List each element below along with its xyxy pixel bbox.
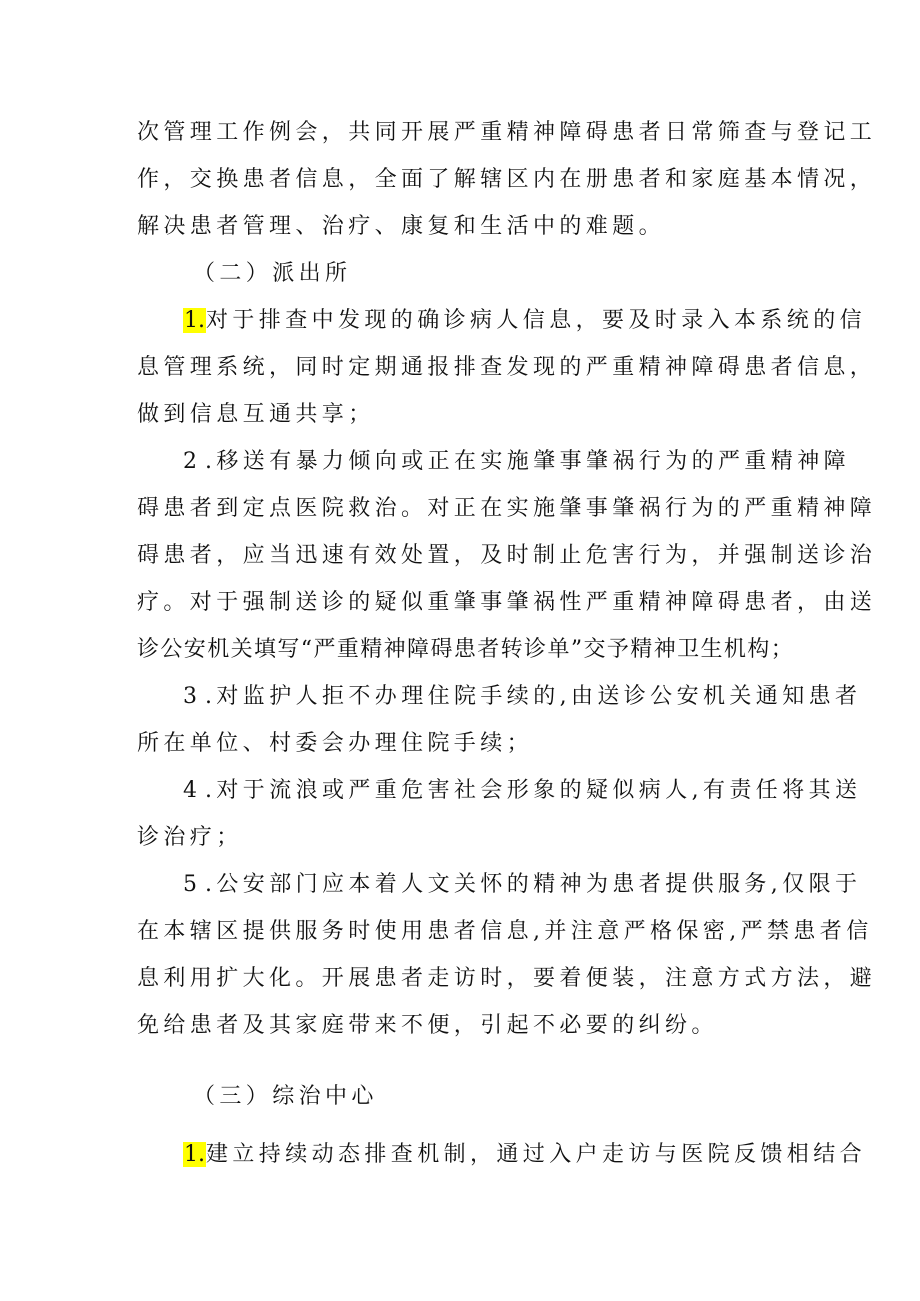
list-item-text: .公安部门应本着人文关怀的精神为患者提供服务,仅限于 [205, 872, 862, 897]
list-item-text: .移送有暴力倾向或正在实施肇事肇祸行为的严重精神障 [205, 449, 850, 474]
list-number: 3 [183, 684, 197, 709]
list-item-text: 对于排查中发现的确诊病人信息，要及时录入本系统的信 [206, 308, 867, 333]
body-line: 免给患者及其家庭带来不便，引起不必要的纠纷。 [137, 1013, 718, 1038]
section-heading-police: （二）派出所 [193, 261, 352, 286]
list-item-text: 建立持续动态排查机制，通过入户走访与医院反馈相结合 [206, 1142, 867, 1167]
body-line: 息利用扩大化。开展患者走访时，要着便装，注意方式方法，避 [137, 966, 877, 991]
body-line: 在本辖区提供服务时使用患者信息,并注意严格保密,严禁患者信 [137, 919, 873, 944]
body-line: 诊治疗； [137, 825, 243, 850]
list-item-police-3 [183, 682, 861, 712]
body-line: 做到信息互通共享； [137, 402, 375, 427]
body-line: 碍患者，应当迅速有效处置，及时制止危害行为，并强制送诊治 [137, 543, 877, 568]
list-item-text: .对于流浪或严重危害社会形象的疑似病人,有责任将其送 [205, 778, 862, 803]
list-item-text: .对监护人拒不办理住院手续的,由送诊公安机关通知患者 [205, 684, 862, 709]
body-line: 所在单位、村委会办理住院手续； [137, 731, 534, 756]
list-number: 2 [183, 449, 197, 474]
list-item-police-1 [183, 306, 866, 336]
list-item-police-2 [183, 447, 850, 477]
highlighted-number: 1. [184, 308, 205, 333]
body-line: 碍患者到定点医院救治。对正在实施肇事肇祸行为的严重精神障 [137, 496, 877, 521]
body-line: 息管理系统，同时定期通报排查发现的严重精神障碍患者信息， [137, 355, 877, 380]
body-line: 诊公安机关填写“严重精神障碍患者转诊单”交予精神卫生机构； [137, 637, 795, 662]
list-number: 5 [183, 872, 197, 897]
body-line: 作，交换患者信息，全面了解辖区内在册患者和家庭基本情况， [137, 167, 877, 192]
list-number: 4 [183, 778, 197, 803]
body-line: 次管理工作例会，共同开展严重精神障碍患者日常筛查与登记工 [137, 120, 877, 145]
body-line: 疗。对于强制送诊的疑似重肇事肇祸性严重精神障碍患者，由送 [137, 590, 877, 615]
body-line: 解决患者管理、治疗、康复和生活中的难题。 [137, 214, 666, 239]
list-item-police-4 [183, 776, 861, 806]
highlighted-number: 1. [184, 1142, 205, 1167]
section-heading-center: （三）综治中心 [193, 1084, 378, 1109]
list-item-center-1 [183, 1140, 866, 1170]
list-item-police-5 [183, 870, 861, 900]
